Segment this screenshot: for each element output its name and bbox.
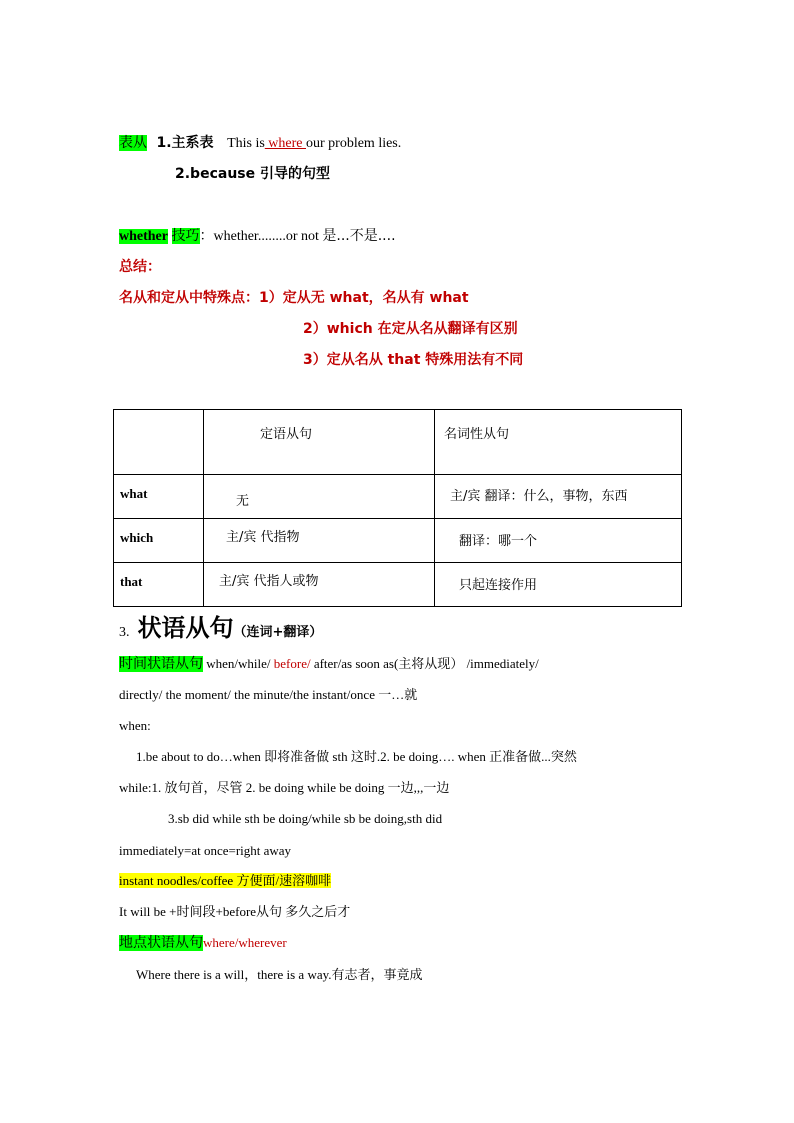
noodles-line — [119, 873, 331, 889]
whether-line — [119, 228, 396, 246]
place-words: where/wherever — [203, 935, 287, 950]
summary-line3: 3）定从名从 that 特殊用法有不同 — [303, 352, 524, 368]
time-clause-tag: 时间状语从句 — [119, 656, 203, 672]
time-text-b: after/as soon as( — [310, 656, 399, 671]
table-row — [114, 475, 682, 519]
row-noun: 翻译：哪一个 — [435, 519, 682, 563]
place-example: Where there is a will，there is a way.有志者，事竟成 — [136, 967, 423, 982]
predicative-clause-line — [119, 135, 401, 153]
row-label: what — [114, 475, 204, 519]
item1-where: where — [264, 136, 306, 151]
table-header-attr: 定语从句 — [204, 410, 435, 475]
adverbial-number: 3. — [119, 625, 130, 640]
adverbial-subtitle: （连词+翻译） — [233, 625, 323, 640]
whether-tag: whether — [119, 229, 168, 244]
row-attr: 主/宾 代指物 — [204, 519, 435, 563]
time-line7: immediately=at once=right away — [119, 843, 292, 858]
table-header-noun: 名词性从句 — [435, 410, 682, 475]
table-header-row — [114, 410, 682, 475]
summary-line2: 2）which 在定从名从翻译有区别 — [303, 321, 518, 337]
row-noun: 只起连接作用 — [435, 563, 682, 607]
table-row — [114, 563, 682, 607]
item1-pre: This is — [227, 136, 265, 151]
predicative-clause-tag: 表从 — [119, 135, 147, 151]
noodles-highlight: instant noodles/coffee 方便面/速溶咖啡 — [119, 873, 332, 888]
whether-text-en: whether........or not — [213, 229, 323, 244]
item1-label: 1.主系表 — [156, 135, 214, 151]
time-line6: 3.sb did while sth be doing/while sb be doing,sth did — [168, 811, 443, 826]
because-line: 2.because 引导的句型 — [175, 166, 330, 182]
time-text-a: when/while/ — [203, 656, 274, 671]
comparison-table — [113, 409, 682, 607]
table-header-empty — [114, 410, 204, 475]
time-text-c: 主将从现 — [398, 657, 451, 672]
adverbial-title: 状语从句 — [137, 614, 234, 642]
item1-post: our problem lies. — [306, 136, 402, 151]
time-text-d: ） /immediately/ — [450, 656, 539, 671]
row-label: that — [114, 563, 204, 607]
summary-title: 总结： — [119, 259, 161, 275]
row-attr: 主/宾 代指人或物 — [204, 563, 435, 607]
tip-colon: ： — [199, 228, 214, 244]
summary-line1: 名从和定从中特殊点：1）定从无 what，名从有 what — [119, 290, 469, 306]
table-row — [114, 519, 682, 563]
place-clause-tag: 地点状语从句 — [119, 935, 203, 951]
row-label: which — [114, 519, 204, 563]
row-attr: 无 — [204, 475, 435, 519]
time-line9: It will be +时间段+before从句 多久之后才 — [119, 904, 351, 919]
time-line2: directly/ the moment/ the minute/the instant/once 一…就 — [119, 687, 418, 702]
row-noun: 主/宾 翻译：什么，事物，东西 — [435, 475, 682, 519]
tip-tag: 技巧 — [171, 228, 200, 244]
place-clause-line — [119, 935, 287, 952]
adverbial-heading — [119, 614, 322, 643]
whether-text-cn: 是...不是.... — [322, 228, 396, 244]
time-line4: 1.be about to do…when 即将准备做 sth 这时.2. be doing…. when 正准备做...突然 — [136, 749, 577, 764]
time-line3: when: — [119, 718, 151, 733]
time-before: before/ — [273, 656, 311, 671]
time-line5: while:1. 放句首，尽管 2. be doing while be doing 一边,,,一边 — [119, 780, 450, 795]
time-clause-line — [119, 656, 539, 673]
